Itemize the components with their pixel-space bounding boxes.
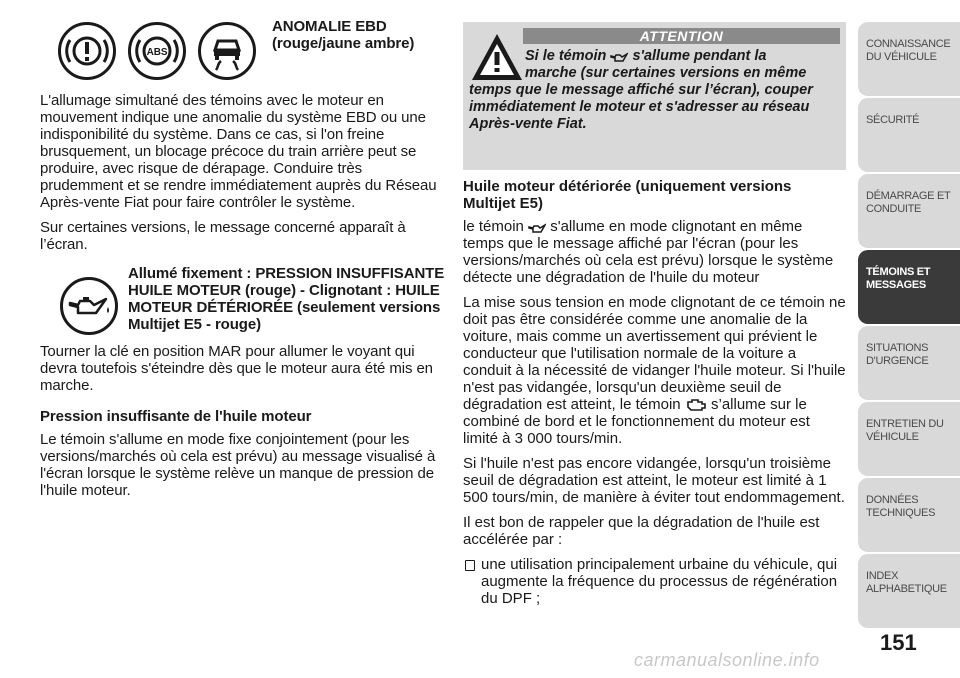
watermark: carmanualsonline.info <box>634 650 820 670</box>
right-column <box>463 178 846 615</box>
oil-pressure-paragraph: Le témoin s'allume en mode fixe conjointement (pour les versions/marchés où cela est prévu) au message visualisé à l'écran lorsque le système relève un manque de pression de l'huile moteur. <box>40 431 436 499</box>
tab-index[interactable]: INDEX ALPHABETIQUE <box>858 554 960 628</box>
engine-check-icon <box>685 398 707 412</box>
ebd-message-paragraph: Sur certaines versions, le message concerné apparaît à l’écran. <box>40 219 406 253</box>
oil-pressure-block <box>40 265 445 333</box>
warning-icons-row <box>40 18 445 92</box>
attention-text <box>469 48 838 133</box>
page-number: 151 <box>880 630 917 655</box>
brake-warning-icon <box>58 22 116 80</box>
oil-acceleration-paragraph: Il est bon de rappeler que la dégradation de l'huile est accélérée par : <box>463 514 820 548</box>
ebd-paragraph: L'allumage simultané des témoins avec le moteur en mouvement indique une anomalie du système EBD ou une indisponibilité du système. Dans ce cas, si l'on freine brusquement, un blocage précoce du train arrière peut se produire, avec risque de dérapage. Conduire très prudemment et se rendre immédiatement auprès du Réseau Après-vente Fiat pour faire contrôler le système. <box>40 92 437 211</box>
oil-pressure-subhead: Pression insuffisante de l'huile moteur <box>40 408 312 425</box>
abs-icon <box>128 22 186 80</box>
oil-third-threshold-paragraph: Si l'huile n'est pas encore vidangée, lorsqu'un troisième seuil de dégradation est atteint, le moteur est limité à 1 500 tours/min, de manière à éviter tout endommagement. <box>463 455 845 506</box>
tab-entretien[interactable]: ENTRETIEN DU VÉHICULE <box>858 402 960 476</box>
attention-line-1: Si le témoin s'allume pendant la <box>525 48 767 64</box>
oil-can-icon <box>610 51 628 63</box>
tab-temoins[interactable]: TÉMOINS ET MESSAGES <box>858 250 960 324</box>
tab-connaissance[interactable]: CONNAISSANCE DU VÉHICULE <box>858 22 960 96</box>
attention-line-2: marche (sur certaines versions en même <box>525 65 807 81</box>
oil-degraded-subhead: Huile moteur détériorée (uniquement versions Multijet E5) <box>463 178 792 212</box>
oil-key-paragraph: Tourner la clé en position MAR pour allumer le voyant qui devra toutefois s'éteindre dès que le moteur aura été mis en marche. <box>40 343 433 394</box>
tab-securite[interactable]: SÉCURITÉ <box>858 98 960 172</box>
tab-donnees[interactable]: DONNÉES TECHNIQUES <box>858 478 960 552</box>
left-column <box>40 18 445 507</box>
bullet-urban-use: une utilisation principalement urbaine du véhicule, qui augmente la fréquence du processus de régénération du DPF ; <box>463 556 846 607</box>
ebd-title <box>272 18 447 52</box>
attention-label: ATTENTION <box>523 28 840 44</box>
tab-demarrage[interactable]: DÉMARRAGE ET CONDUITE <box>858 174 960 248</box>
ebd-title-line-2: (rouge/jaune ambre) <box>272 35 415 52</box>
attention-rest: temps que le message affiché sur l’écran), couper immédiatement le moteur et s'adresser au réseau Après-vente Fiat. <box>469 82 813 132</box>
ebd-title-line-1: ANOMALIE EBD <box>272 18 387 35</box>
oil-can-icon <box>60 277 118 335</box>
tab-situations[interactable]: SITUATIONS D'URGENCE <box>858 326 960 400</box>
oil-degraded-warning-paragraph: La mise sous tension en mode clignotant de ce témoin ne doit pas être considérée comme une anomalie de la voiture, mais comme un avertissement qui prévient le conducteur que l'utilisation normale de la voiture a conduit à la nécessité de vidanger l'huile moteur. Si l'huile n'est pas vidangée, lorsqu'un deuxième seuil de dégradation est atteint, le témoin s’allume sur le combiné de bord et le fonctionnement du moteur est limité à 3 000 tours/min. <box>463 294 846 447</box>
svg-text:ABS: ABS <box>146 47 168 58</box>
skid-control-icon <box>198 22 256 80</box>
attention-box <box>463 22 846 170</box>
oil-pressure-title: Allumé fixement : PRESSION INSUFFISANTE HUILE MOTEUR (rouge) - Clignotant : HUILE MOTEUR DÉTÉRIORÉE (seulement versions Multijet E5 - rouge) <box>128 265 445 333</box>
section-tabs <box>858 22 960 622</box>
oil-can-icon <box>528 222 546 234</box>
oil-degraded-paragraph: le témoin s'allume en mode clignotant en même temps que le message affiché par l'écran (pour les versions/marchés où cela est prévu) lorsque le système détecte une dégradation de l'huile du moteur <box>463 218 834 286</box>
